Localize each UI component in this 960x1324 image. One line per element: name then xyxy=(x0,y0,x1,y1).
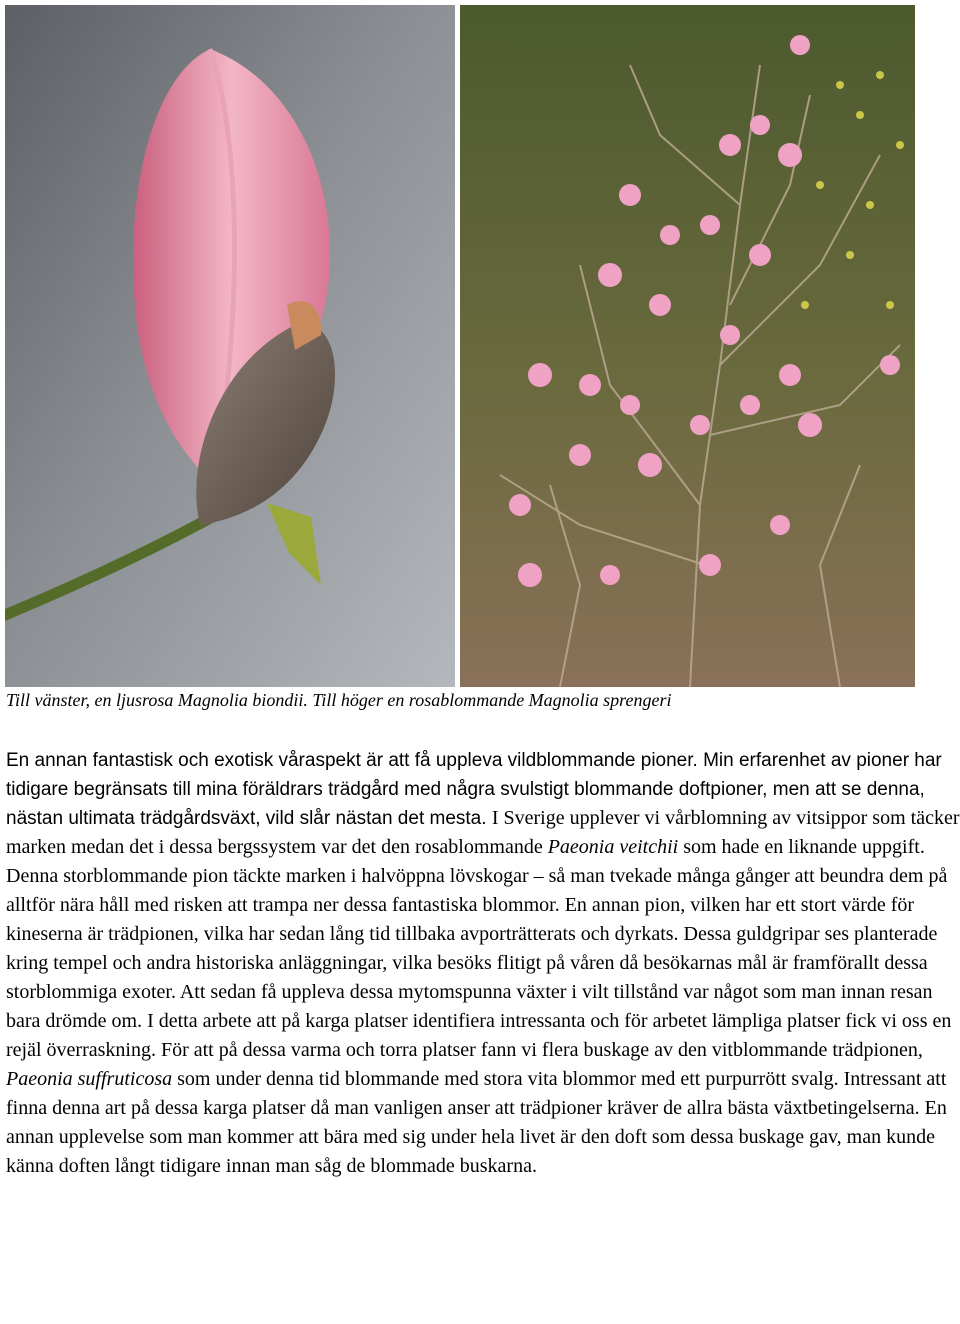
text-segment: En annan fantastisk och exotisk våraspekt är att få uppleva vildblommande pioner. Min erfarenhet av pioner har tidigare begränsats till mina föräldrars trädgård med några svulstigt blommande doftpioner, men att se denna, nästan ultimata trädgårdsväxt, vild slår nästan det mesta. xyxy=(6,750,942,829)
magnolia-bud-image xyxy=(5,5,455,687)
magnolia-biondii-photo xyxy=(5,5,455,687)
text-segment: som hade en liknande uppgift. Denna storblommande pion täckte marken i halvöppna lövskogar – så man tvekade många gånger att beundra dem på alltför nära håll med risken att trampa ner dessa fantastiska blommor. En annan pion, vilken har ett stort värde för kineserna är trädpionen, vilka har sedan lång tid tillbaka avporträtterats och dyrkats. Dessa guldgripar ses planterade kring tempel och andra historiska anläggningar, vilka besöks flitigt på våren då besökarnas mål är framförallt dessa storblommiga exoter. Att sedan få uppleva dessa mytomspunna växter i vilt tillstånd var något som man innan resan bara drömde om. I detta arbete att på karga platser identifiera intressanta och för arbetet lämpliga platser fick vi oss en rejäl överraskning. För att på dessa varma och torra platser fann vi flera buskage av den vitblommande trädpionen, xyxy=(6,836,952,1061)
magnolia-sprengeri-photo xyxy=(460,5,915,687)
species-name: Paeonia veitchii xyxy=(547,836,679,858)
magnolia-tree-image xyxy=(460,5,915,687)
photo-caption: Till vänster, en ljusrosa Magnolia biondii. Till höger en rosablommande Magnolia sprengeri xyxy=(6,690,672,710)
article-paragraph xyxy=(6,746,960,1181)
text-segment: I Sverige upplever vi vårblomning av vitsippor som täcker marken medan det i dessa bergssystem var det den rosablommande xyxy=(6,807,960,858)
species-name: Paeonia suffruticosa xyxy=(6,1068,173,1090)
article-body xyxy=(6,746,960,1181)
text-segment: som under denna tid blommande med stora vita blommor med ett purpurrött svalg. Intressant att finna denna art på dessa karga platser då man vanligen anser att trädpioner kräver de allra bästa växtbetingelserna. En annan upplevelse som man kommer att bära med sig under hela livet är den doft som dessa buskage gav, man kunde känna doften långt tidigare innan man såg de blommade buskarna. xyxy=(6,1068,947,1177)
